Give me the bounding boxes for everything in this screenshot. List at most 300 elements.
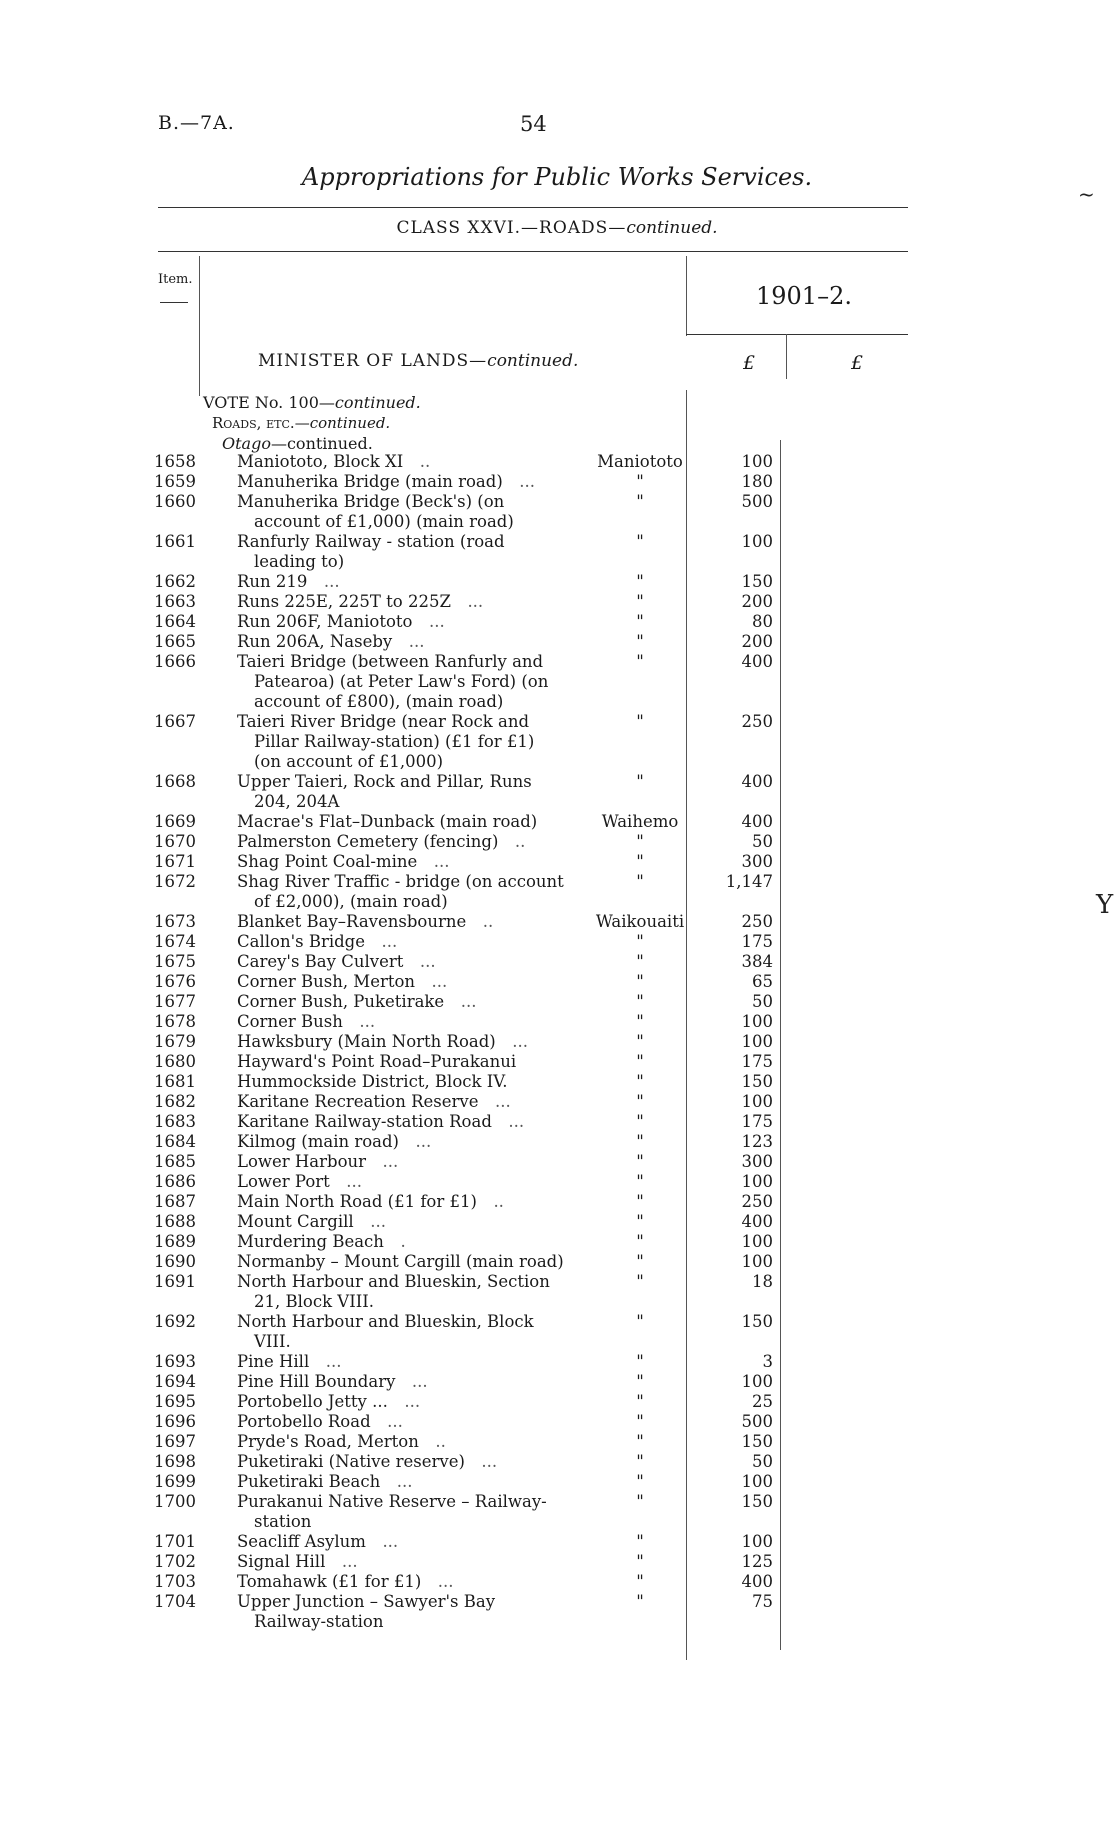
item-number: 1688 bbox=[154, 1212, 196, 1231]
item-description-text: Upper Junction – Sawyer's Bay Railway-station bbox=[237, 1592, 496, 1631]
amount: 400 bbox=[741, 1212, 773, 1231]
item-description bbox=[237, 1172, 566, 1192]
item-description bbox=[237, 812, 566, 832]
item-description-text: Hummockside District, Block IV. bbox=[237, 1072, 508, 1091]
amount: 1,147 bbox=[725, 872, 773, 891]
roads-subheading-continued: continued. bbox=[309, 414, 391, 432]
item-description bbox=[237, 492, 566, 532]
electoral-district: " bbox=[636, 1492, 644, 1511]
electoral-district: " bbox=[636, 852, 644, 871]
item-description bbox=[237, 1092, 566, 1112]
item-number: 1691 bbox=[154, 1272, 196, 1291]
item-number: 1678 bbox=[154, 1012, 196, 1031]
electoral-district: Maniototo bbox=[597, 452, 683, 471]
class-heading bbox=[0, 218, 1114, 238]
table-row bbox=[0, 1272, 1114, 1312]
leader-dots: . bbox=[383, 1232, 406, 1251]
amount: 100 bbox=[741, 1372, 773, 1391]
item-number: 1689 bbox=[154, 1232, 196, 1251]
amount: 65 bbox=[752, 972, 773, 991]
electoral-district: " bbox=[636, 1252, 644, 1271]
amount: 100 bbox=[741, 1232, 773, 1251]
item-description-text: Lower Port bbox=[237, 1172, 330, 1191]
item-description bbox=[237, 712, 566, 772]
item-description bbox=[237, 1472, 566, 1492]
table-row bbox=[0, 1412, 1114, 1432]
item-description bbox=[237, 1232, 566, 1252]
table-row bbox=[0, 912, 1114, 932]
electoral-district: " bbox=[636, 712, 644, 731]
item-number: 1680 bbox=[154, 1052, 196, 1071]
item-number: 1675 bbox=[154, 952, 196, 971]
electoral-district: " bbox=[636, 872, 644, 891]
table-row bbox=[0, 472, 1114, 492]
electoral-district: " bbox=[636, 1112, 644, 1131]
amount: 100 bbox=[741, 452, 773, 471]
table-row bbox=[0, 772, 1114, 812]
electoral-district: " bbox=[636, 952, 644, 971]
amount: 100 bbox=[741, 1532, 773, 1551]
item-description bbox=[237, 1072, 566, 1092]
amount: 100 bbox=[741, 1472, 773, 1491]
item-number: 1683 bbox=[154, 1112, 196, 1131]
amount: 125 bbox=[741, 1552, 773, 1571]
table-row bbox=[0, 1132, 1114, 1152]
table-row bbox=[0, 1192, 1114, 1212]
amount: 150 bbox=[741, 572, 773, 591]
electoral-district: " bbox=[636, 1552, 644, 1571]
item-number: 1677 bbox=[154, 992, 196, 1011]
item-description bbox=[237, 1352, 566, 1372]
table-row bbox=[0, 532, 1114, 572]
region-continued: —continued. bbox=[270, 434, 373, 453]
pound-header-1: £ bbox=[743, 352, 756, 374]
table-row bbox=[0, 1252, 1114, 1272]
item-description-text: North Harbour and Blueskin, Block VIII. bbox=[237, 1312, 534, 1351]
item-number: 1658 bbox=[154, 452, 196, 471]
table-row bbox=[0, 1552, 1114, 1572]
amount: 250 bbox=[741, 1192, 773, 1211]
table-row bbox=[0, 572, 1114, 592]
amount: 25 bbox=[752, 1392, 773, 1411]
item-description bbox=[237, 1392, 566, 1412]
item-description-text: Hawksbury (Main North Road) bbox=[237, 1032, 496, 1051]
page-title: Appropriations for Public Works Services. bbox=[301, 163, 813, 191]
amount: 123 bbox=[741, 1132, 773, 1151]
table-row bbox=[0, 1012, 1114, 1032]
item-description-text: Upper Taieri, Rock and Pillar, Runs 204, 204A bbox=[237, 772, 532, 811]
amount: 200 bbox=[741, 632, 773, 651]
leader-dots: ... bbox=[421, 1572, 454, 1591]
item-description-text: Run 206F, Maniototo bbox=[237, 612, 413, 631]
item-number: 1662 bbox=[154, 572, 196, 591]
item-number: 1681 bbox=[154, 1072, 196, 1091]
leader-dots: ... bbox=[309, 1352, 342, 1371]
item-number: 1672 bbox=[154, 872, 196, 891]
item-description bbox=[237, 1012, 566, 1032]
item-description bbox=[237, 932, 566, 952]
item-description-text: Mount Cargill bbox=[237, 1212, 354, 1231]
item-description-text: Puketiraki Beach bbox=[237, 1472, 381, 1491]
margin-mark-right: Y bbox=[1096, 890, 1114, 920]
item-number: 1699 bbox=[154, 1472, 196, 1491]
amount: 150 bbox=[741, 1072, 773, 1091]
leader-dots: ... bbox=[415, 972, 448, 991]
amount: 400 bbox=[741, 772, 773, 791]
item-number: 1660 bbox=[154, 492, 196, 511]
item-number: 1663 bbox=[154, 592, 196, 611]
item-number: 1669 bbox=[154, 812, 196, 831]
electoral-district: " bbox=[636, 1372, 644, 1391]
table-row bbox=[0, 612, 1114, 632]
table-row bbox=[0, 592, 1114, 612]
leader-dots: ... bbox=[307, 572, 340, 591]
leader-dots: .. bbox=[403, 452, 431, 471]
item-number: 1687 bbox=[154, 1192, 196, 1211]
item-description bbox=[237, 832, 566, 852]
table-row bbox=[0, 852, 1114, 872]
electoral-district: " bbox=[636, 652, 644, 671]
item-description bbox=[237, 852, 566, 872]
minister-heading-main: MINISTER OF LANDS— bbox=[258, 351, 488, 371]
leader-dots: ... bbox=[366, 1152, 399, 1171]
electoral-district: Waikouaiti bbox=[595, 912, 685, 931]
leader-dots: ... bbox=[392, 632, 425, 651]
electoral-district: " bbox=[636, 1172, 644, 1191]
item-number: 1666 bbox=[154, 652, 196, 671]
item-description bbox=[237, 592, 566, 612]
item-description bbox=[237, 572, 566, 592]
table-row bbox=[0, 1392, 1114, 1412]
amount: 180 bbox=[741, 472, 773, 491]
item-number: 1667 bbox=[154, 712, 196, 731]
item-description-text: Seacliff Asylum bbox=[237, 1532, 366, 1551]
amount: 500 bbox=[741, 492, 773, 511]
pound-column-divider bbox=[786, 334, 787, 379]
item-number: 1701 bbox=[154, 1532, 196, 1551]
item-description-text: Corner Bush bbox=[237, 1012, 343, 1031]
table-row bbox=[0, 1452, 1114, 1472]
item-description bbox=[237, 1252, 566, 1272]
amount: 400 bbox=[741, 812, 773, 831]
minister-heading bbox=[258, 351, 578, 371]
item-description-text: Shag River Traffic - bridge (on account of £2,000), (main road) bbox=[237, 872, 564, 911]
amount: 100 bbox=[741, 1012, 773, 1031]
leader-dots: ... bbox=[491, 1112, 525, 1131]
item-number: 1695 bbox=[154, 1392, 196, 1411]
electoral-district: " bbox=[636, 1072, 644, 1091]
item-number: 1682 bbox=[154, 1092, 196, 1111]
electoral-district: " bbox=[636, 1412, 644, 1431]
table-row bbox=[0, 1492, 1114, 1532]
item-number: 1703 bbox=[154, 1572, 196, 1591]
electoral-district: " bbox=[636, 572, 644, 591]
amount: 384 bbox=[741, 952, 773, 971]
item-description-text: Run 206A, Naseby bbox=[237, 632, 393, 651]
item-number: 1690 bbox=[154, 1252, 196, 1271]
item-description-text: Pine Hill Boundary bbox=[237, 1372, 396, 1391]
electoral-district: " bbox=[636, 972, 644, 991]
item-number: 1693 bbox=[154, 1352, 196, 1371]
minister-heading-continued: continued. bbox=[487, 351, 579, 371]
item-number: 1698 bbox=[154, 1452, 196, 1471]
item-description-text: Callon's Bridge bbox=[237, 932, 366, 951]
region-subheading bbox=[222, 434, 373, 453]
item-description-text: Pryde's Road, Merton bbox=[237, 1432, 419, 1451]
electoral-district: " bbox=[636, 1472, 644, 1491]
table-row bbox=[0, 812, 1114, 832]
item-description-text: Portobello Road bbox=[237, 1412, 371, 1431]
amount: 400 bbox=[741, 1572, 773, 1591]
leader-dots: ... bbox=[370, 1412, 403, 1431]
item-number: 1700 bbox=[154, 1492, 196, 1511]
item-description bbox=[237, 472, 566, 492]
margin-mark-top: ~ bbox=[1078, 182, 1095, 206]
item-number: 1668 bbox=[154, 772, 196, 791]
item-description-text: Palmerston Cemetery (fencing) bbox=[237, 832, 499, 851]
item-description bbox=[237, 1452, 566, 1472]
item-number: 1665 bbox=[154, 632, 196, 651]
electoral-district: " bbox=[636, 1192, 644, 1211]
item-description-text: North Harbour and Blueskin, Section 21, Block VIII. bbox=[237, 1272, 550, 1311]
table-row bbox=[0, 992, 1114, 1012]
item-number: 1664 bbox=[154, 612, 196, 631]
leader-dots: ... bbox=[399, 1132, 432, 1151]
leader-dots: ... bbox=[403, 952, 436, 971]
item-number: 1696 bbox=[154, 1412, 196, 1431]
item-description-text: Tomahawk (£1 for £1) bbox=[237, 1572, 422, 1591]
amount: 175 bbox=[741, 932, 773, 951]
electoral-district: " bbox=[636, 1532, 644, 1551]
amount: 150 bbox=[741, 1492, 773, 1511]
roads-subheading bbox=[212, 414, 390, 432]
item-description bbox=[237, 1412, 566, 1432]
amount: 175 bbox=[741, 1112, 773, 1131]
electoral-district: " bbox=[636, 1232, 644, 1251]
roads-subheading-main: Roads, etc.— bbox=[212, 414, 310, 432]
amount: 150 bbox=[741, 1312, 773, 1331]
leader-dots: ... bbox=[464, 1452, 498, 1471]
item-description-text: Macrae's Flat–Dunback (main road) bbox=[237, 812, 538, 831]
item-description-text: Taieri Bridge (between Ranfurly and Patearoa) (at Peter Law's Ford) (on account of £800), (main road) bbox=[237, 652, 549, 711]
item-description bbox=[237, 1312, 566, 1352]
amount: 200 bbox=[741, 592, 773, 611]
electoral-district: " bbox=[636, 612, 644, 631]
appropriations-table bbox=[0, 452, 1114, 1632]
amount: 50 bbox=[752, 992, 773, 1011]
amount: 50 bbox=[752, 1452, 773, 1471]
vote-heading-main: VOTE No. 100— bbox=[203, 393, 335, 412]
item-description bbox=[237, 452, 566, 472]
item-description bbox=[237, 952, 566, 972]
item-description bbox=[237, 1552, 566, 1572]
class-rule bbox=[158, 251, 908, 252]
table-row bbox=[0, 1592, 1114, 1632]
item-description-text: Karitane Railway-station Road bbox=[237, 1112, 492, 1131]
leader-dots: ... bbox=[342, 1012, 376, 1031]
amount: 100 bbox=[741, 1092, 773, 1111]
electoral-district: " bbox=[636, 1272, 644, 1291]
amount: 80 bbox=[752, 612, 773, 631]
vote-heading bbox=[203, 393, 421, 412]
vote-heading-continued: continued. bbox=[334, 393, 421, 412]
table-row bbox=[0, 712, 1114, 772]
item-description-text: Purakanui Native Reserve – Railway-station bbox=[237, 1492, 547, 1531]
electoral-district: " bbox=[636, 1092, 644, 1111]
amount: 100 bbox=[741, 532, 773, 551]
item-description bbox=[237, 1052, 566, 1072]
amount: 175 bbox=[741, 1052, 773, 1071]
amount: 75 bbox=[752, 1592, 773, 1611]
item-description-text: Run 219 bbox=[237, 572, 308, 591]
item-description-text: Puketiraki (Native reserve) bbox=[237, 1452, 465, 1471]
item-description bbox=[237, 1532, 566, 1552]
item-description bbox=[237, 1192, 566, 1212]
leader-dots: ... bbox=[380, 1472, 413, 1491]
amount: 150 bbox=[741, 1432, 773, 1451]
electoral-district: " bbox=[636, 992, 644, 1011]
electoral-district: " bbox=[636, 1212, 644, 1231]
item-number: 1670 bbox=[154, 832, 196, 851]
leader-dots: ... bbox=[478, 1092, 511, 1111]
table-row bbox=[0, 1152, 1114, 1172]
item-description-text: Maniototo, Block XI bbox=[237, 452, 404, 471]
item-description bbox=[237, 1592, 566, 1632]
item-description-text: Blanket Bay–Ravensbourne bbox=[237, 912, 467, 931]
item-description bbox=[237, 652, 566, 712]
table-row bbox=[0, 1532, 1114, 1552]
table-row bbox=[0, 932, 1114, 952]
item-number: 1661 bbox=[154, 532, 196, 551]
item-description bbox=[237, 612, 566, 632]
item-description-text: Portobello Jetty ... bbox=[237, 1392, 388, 1411]
item-number: 1685 bbox=[154, 1152, 196, 1171]
electoral-district: " bbox=[636, 1392, 644, 1411]
item-number: 1697 bbox=[154, 1432, 196, 1451]
item-description bbox=[237, 1372, 566, 1392]
electoral-district: " bbox=[636, 472, 644, 491]
electoral-district: " bbox=[636, 1132, 644, 1151]
amount: 300 bbox=[741, 1152, 773, 1171]
item-description-text: Lower Harbour bbox=[237, 1152, 367, 1171]
item-description bbox=[237, 912, 566, 932]
table-row bbox=[0, 1432, 1114, 1452]
page-number: 54 bbox=[520, 112, 547, 136]
amount: 250 bbox=[741, 912, 773, 931]
item-description-text: Runs 225E, 225T to 225Z bbox=[237, 592, 451, 611]
item-number: 1692 bbox=[154, 1312, 196, 1331]
leader-dots: .. bbox=[476, 1192, 504, 1211]
amount: 500 bbox=[741, 1412, 773, 1431]
item-number: 1676 bbox=[154, 972, 196, 991]
item-description bbox=[237, 1032, 566, 1052]
electoral-district: " bbox=[636, 772, 644, 791]
item-description-text: Hayward's Point Road–Purakanui bbox=[237, 1052, 517, 1071]
item-description-text: Kilmog (main road) bbox=[237, 1132, 399, 1151]
item-description-text: Corner Bush, Merton bbox=[237, 972, 416, 991]
leader-dots: ... bbox=[495, 1032, 528, 1051]
item-number: 1659 bbox=[154, 472, 196, 491]
table-row bbox=[0, 1112, 1114, 1132]
amount: 100 bbox=[741, 1252, 773, 1271]
electoral-district: " bbox=[636, 1052, 644, 1071]
year-underline-rule bbox=[686, 334, 908, 335]
leader-dots: ... bbox=[353, 1212, 386, 1231]
document-code: B.—7A. bbox=[158, 112, 235, 134]
table-row bbox=[0, 1072, 1114, 1092]
item-description-text: Manuherika Bridge (Beck's) (on account of £1,000) (main road) bbox=[237, 492, 514, 531]
amount: 250 bbox=[741, 712, 773, 731]
electoral-district: " bbox=[636, 1032, 644, 1051]
leader-dots: .. bbox=[418, 1432, 446, 1451]
table-row bbox=[0, 1472, 1114, 1492]
amount: 50 bbox=[752, 832, 773, 851]
item-number: 1704 bbox=[154, 1592, 196, 1611]
electoral-district: " bbox=[636, 1152, 644, 1171]
item-number: 1694 bbox=[154, 1372, 196, 1391]
item-description-text: Carey's Bay Culvert bbox=[237, 952, 404, 971]
leader-dots: ... bbox=[502, 472, 536, 491]
amount: 400 bbox=[741, 652, 773, 671]
table-row bbox=[0, 832, 1114, 852]
table-row bbox=[0, 1232, 1114, 1252]
item-description bbox=[237, 632, 566, 652]
electoral-district: " bbox=[636, 532, 644, 551]
leader-dots: ... bbox=[365, 1532, 399, 1551]
item-number: 1679 bbox=[154, 1032, 196, 1051]
leader-dots: ... bbox=[329, 1172, 363, 1191]
item-description bbox=[237, 1152, 566, 1172]
electoral-district: " bbox=[636, 1432, 644, 1451]
region-name: Otago bbox=[222, 434, 271, 453]
leader-dots: ... bbox=[444, 992, 477, 1011]
electoral-district: " bbox=[636, 1012, 644, 1031]
item-description bbox=[237, 1112, 566, 1132]
table-row bbox=[0, 952, 1114, 972]
leader-dots: .. bbox=[498, 832, 526, 851]
item-description bbox=[237, 992, 566, 1012]
item-number: 1686 bbox=[154, 1172, 196, 1191]
table-row bbox=[0, 1352, 1114, 1372]
item-description bbox=[237, 1492, 566, 1532]
table-row bbox=[0, 1572, 1114, 1592]
item-description bbox=[237, 1432, 566, 1452]
electoral-district: " bbox=[636, 592, 644, 611]
table-row bbox=[0, 1052, 1114, 1072]
table-row bbox=[0, 872, 1114, 912]
electoral-district: " bbox=[636, 1592, 644, 1611]
electoral-district: " bbox=[636, 1452, 644, 1471]
table-row bbox=[0, 1172, 1114, 1192]
electoral-district: " bbox=[636, 1572, 644, 1591]
item-description bbox=[237, 972, 566, 992]
item-description-text: Taieri River Bridge (near Rock and Pillar Railway-station) (£1 for £1) (on account of £1,000) bbox=[237, 712, 535, 771]
leader-dots: ... bbox=[417, 852, 450, 871]
item-number: 1702 bbox=[154, 1552, 196, 1571]
amount: 100 bbox=[741, 1172, 773, 1191]
pound-header-2: £ bbox=[851, 352, 864, 374]
table-row bbox=[0, 492, 1114, 532]
item-description-text: Ranfurly Railway - station (road leading to) bbox=[237, 532, 505, 571]
year-column-divider bbox=[686, 256, 687, 336]
electoral-district: " bbox=[636, 492, 644, 511]
leader-dots: ... bbox=[387, 1392, 421, 1411]
amount: 100 bbox=[741, 1032, 773, 1051]
leader-dots: ... bbox=[395, 1372, 428, 1391]
item-description-text: Karitane Recreation Reserve bbox=[237, 1092, 479, 1111]
electoral-district: " bbox=[636, 1312, 644, 1331]
item-description-text: Signal Hill bbox=[237, 1552, 326, 1571]
